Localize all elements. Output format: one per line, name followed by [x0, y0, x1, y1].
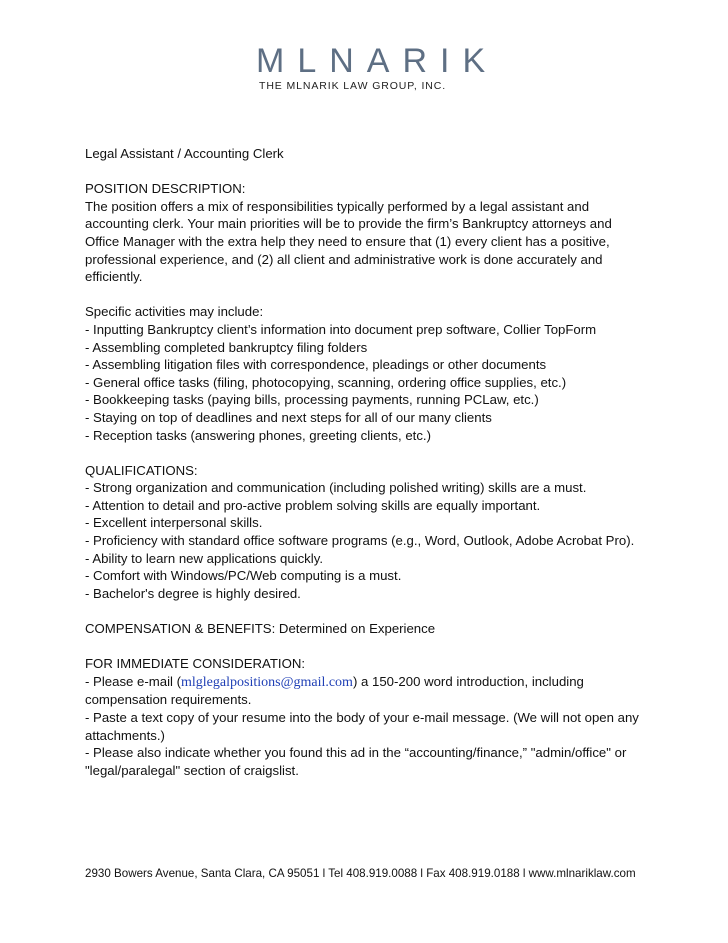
qualification-item: - Ability to learn new applications quickly. — [85, 550, 323, 566]
qualification-item: - Comfort with Windows/PC/Web computing is a must. — [85, 568, 402, 584]
logo-name: MLNARIK — [256, 42, 499, 80]
consideration-line: "legal/paralegal" section of craigslist. — [85, 762, 299, 778]
activity-item: - Assembling litigation files with correspondence, pleadings or other documents — [85, 357, 547, 373]
activities-heading: Specific activities may include: — [85, 304, 264, 320]
footer-contact: 2930 Bowers Avenue, Santa Clara, CA 95051 l Tel 408.919.0088 l Fax 408.919.0188 l www.mlnariklaw.com — [85, 867, 636, 880]
qualification-item: - Strong organization and communication (including polished writing) skills are a must. — [85, 480, 587, 496]
email-prefix: - Please e-mail ( — [85, 673, 182, 689]
position-line: efficiently. — [85, 269, 143, 285]
consideration-line: attachments.) — [85, 727, 165, 743]
company-logo — [256, 42, 499, 94]
compensation-line: COMPENSATION & BENEFITS: Determined on Experience — [85, 621, 436, 637]
job-title: Legal Assistant / Accounting Clerk — [85, 146, 284, 161]
qualification-item: - Bachelor's degree is highly desired. — [85, 585, 301, 601]
position-line: professional experience, and (2) all client and administrative work is done accurately and — [85, 251, 603, 267]
qualifications-heading: QUALIFICATIONS: — [85, 462, 198, 478]
position-line: Office Manager with the extra help they need to ensure that (1) every client has a positive, — [85, 233, 610, 249]
qualification-item: - Proficiency with standard office software programs (e.g., Word, Outlook, Adobe Acrobat Pro). — [85, 533, 635, 549]
activity-item: - Staying on top of deadlines and next steps for all of our many clients — [85, 409, 492, 425]
activity-item: - Assembling completed bankruptcy filing folders — [85, 339, 368, 355]
email-link[interactable]: mlglegalpositions@gmail.com — [181, 674, 353, 690]
consideration-line: - Paste a text copy of your resume into the body of your e-mail message. (We will not open any — [85, 710, 639, 725]
qualification-item: - Attention to detail and pro-active problem solving skills are equally important. — [85, 497, 541, 513]
email-instruction — [85, 673, 645, 692]
position-heading: POSITION DESCRIPTION: — [85, 181, 246, 197]
job-posting — [85, 145, 645, 779]
activity-item: - Reception tasks (answering phones, greeting clients, etc.) — [85, 427, 431, 443]
position-line: The position offers a mix of responsibilities typically performed by a legal assistant and — [85, 198, 590, 214]
position-line: accounting clerk. Your main priorities will be to provide the firm’s Bankruptcy attorneys and — [85, 216, 612, 232]
email-suffix: ) a 150-200 word introduction, including — [352, 673, 584, 689]
logo-subtitle: THE MLNARIK LAW GROUP, INC. — [259, 80, 447, 92]
activity-item: - General office tasks (filing, photocopying, scanning, ordering office supplies, etc.) — [85, 374, 567, 390]
qualification-item: - Excellent interpersonal skills. — [85, 515, 263, 531]
activity-item: - Bookkeeping tasks (paying bills, processing payments, running PCLaw, etc.) — [85, 392, 539, 408]
activity-item: - Inputting Bankruptcy client’s information into document prep software, Collier TopForm — [85, 321, 597, 337]
consideration-line: compensation requirements. — [85, 692, 252, 708]
consideration-line: - Please also indicate whether you found this ad in the “accounting/finance,” "admin/office" or — [85, 745, 627, 761]
consideration-heading: FOR IMMEDIATE CONSIDERATION: — [85, 656, 306, 672]
